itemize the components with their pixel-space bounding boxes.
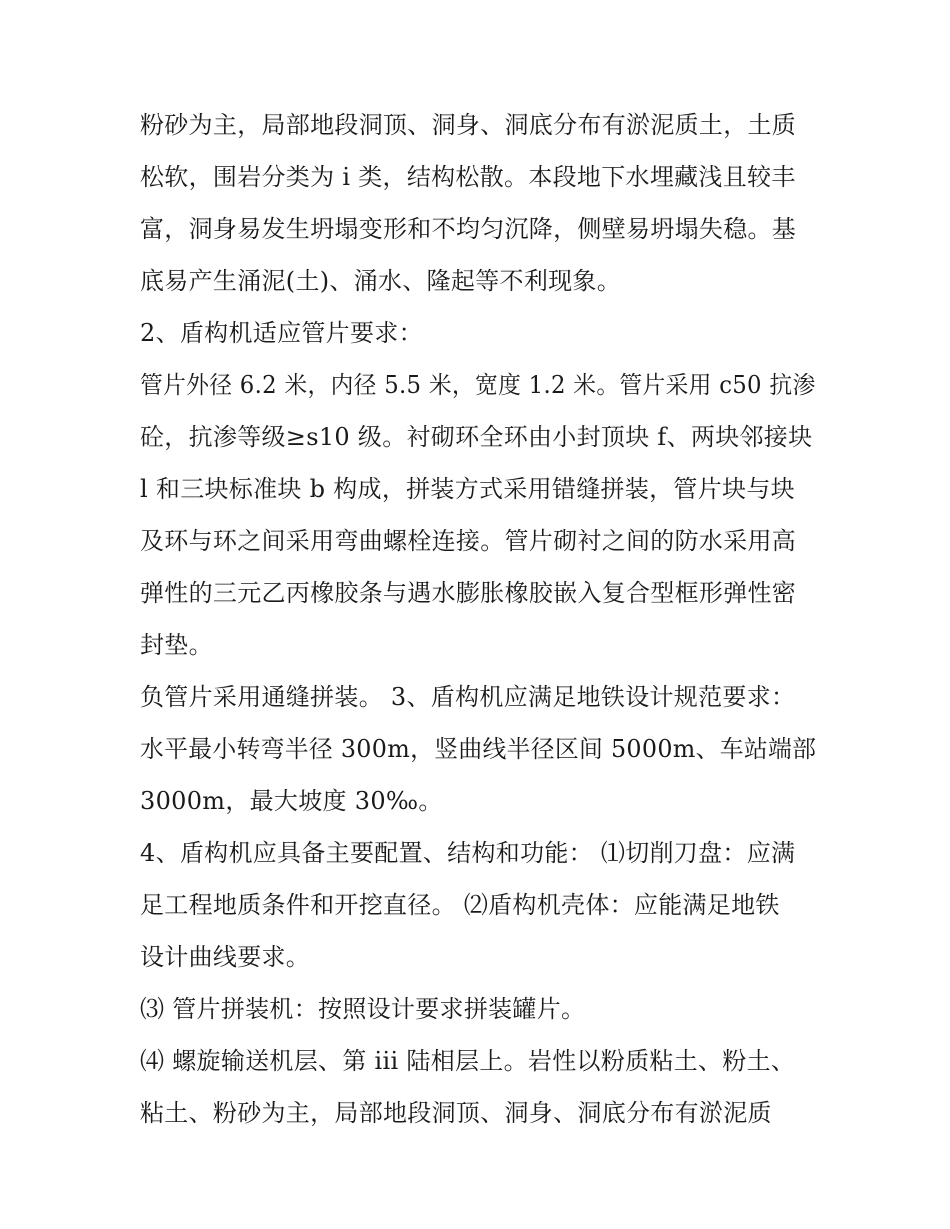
text-line: 封垫。: [140, 631, 213, 659]
text-line: 水平最小转弯半径 300m，竖曲线半径区间 5000m、车站端部: [140, 735, 817, 763]
text-line: 及环与环之间采用弯曲螺栓连接。管片砌衬之间的防水采用高: [140, 527, 797, 555]
text-line: 富，洞身易发生坍塌变形和不均匀沉降，侧壁易坍塌失稳。基: [140, 215, 797, 243]
text-line: 管片外径 6.2 米，内径 5.5 米，宽度 1.2 米。管片采用 c50 抗渗: [140, 371, 816, 399]
text-line: l 和三块标准块 b 构成，拼装方式采用错缝拼装，管片块与块: [140, 475, 795, 503]
text-line: 松软，围岩分类为 i 类，结构松散。本段地下水埋藏浅且较丰: [140, 163, 796, 191]
text-line: 粉砂为主，局部地段洞顶、洞身、洞底分布有淤泥质土，土质: [140, 111, 797, 139]
text-line: 足工程地质条件和开挖直径。 ⑵盾构机壳体：应能满足地铁: [140, 891, 780, 919]
text-line: 粘土、粉砂为主，局部地段洞顶、洞身、洞底分布有淤泥质: [140, 1099, 772, 1127]
text-line: 负管片采用通缝拼装。 3、盾构机应满足地铁设计规范要求：: [140, 683, 796, 711]
text-line: 设计曲线要求。: [140, 943, 311, 971]
section-heading: 4、盾构机应具备主要配置、结构和功能： ⑴切削刀盘：应满: [140, 839, 796, 867]
text-line: 砼，抗渗等级≥s10 级。衬砌环全环由小封顶块 f、两块邻接块: [140, 423, 813, 451]
text-line: 弹性的三元乙丙橡胶条与遇水膨胀橡胶嵌入复合型框形弹性密: [140, 579, 797, 607]
text-line: 底易产生涌泥(土)、涌水、隆起等不利现象。: [140, 267, 622, 295]
text-line: ⑶ 管片拼装机：按照设计要求拼装罐片。: [140, 995, 586, 1023]
text-line: 3000m，最大坡度 30‰。: [140, 787, 443, 815]
section-heading: 2、盾构机适应管片要求：: [140, 319, 423, 347]
text-line: ⑷ 螺旋输送机层、第 iii 陆相层上。岩性以粉质粘土、粉土、: [140, 1047, 796, 1075]
